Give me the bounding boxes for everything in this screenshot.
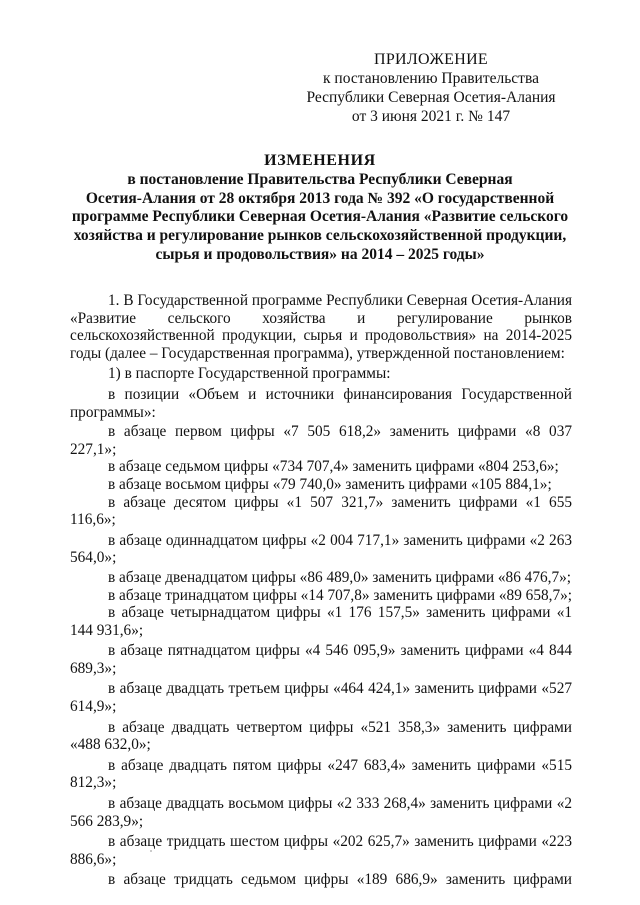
paragraph-8: в абзаце одиннадцатом цифры «2 004 717,1» заменить цифрами «2 263 564,0»;: [70, 531, 572, 567]
title-line-4: хозяйства и регулирование рынков сельскохозяйственной продукции,: [73, 227, 567, 245]
paragraph-15: в абзаце двадцать пятом цифры «247 683,4» заменить цифрами «515 812,3»;: [70, 756, 572, 792]
scan-speck: [150, 850, 152, 852]
paragraph-16: в абзаце двадцать восьмом цифры «2 333 268,4» заменить цифрами «2 566 283,9»;: [70, 795, 572, 830]
appendix-block: [300, 50, 562, 126]
title-line-2: Осетия-Алания от 28 октября 2013 года № 392 «О государственной: [85, 189, 555, 207]
title-line-1: в постановление Правительства Республики Северная: [127, 170, 513, 188]
paragraph-3: в позиции «Объем и источники финансирования Государственной программы»:: [70, 385, 572, 421]
title-line-3: программе Республики Северная Осетия-Алания «Развитие сельского: [71, 208, 569, 226]
paragraph-13: в абзаце двадцать третьем цифры «464 424,1» заменить цифрами «527 614,9»;: [70, 680, 572, 716]
appendix-heading: ПРИЛОЖЕНИЕ: [373, 51, 488, 68]
document-body: [70, 292, 572, 889]
title-main: ИЗМЕНЕНИЯ: [264, 152, 376, 169]
paragraph-2: 1) в паспорте Государственной программы:: [108, 365, 391, 383]
appendix-line-2: Республики Северная Осетия-Алания: [306, 89, 556, 106]
paragraph-5: в абзаце седьмом цифры «734 707,4» заменить цифрами «804 253,6»;: [108, 458, 559, 476]
paragraph-1: 1. В Государственной программе Республики Северная Осетия-Алания «Развитие сельского хозяйства и регулирование рынков сельскохозяйственной продукции, сырья и продовольствия» на 2014-2025 годы (далее – Государственная программа), утвержденной постановлением:: [70, 292, 572, 362]
paragraph-4: в абзаце первом цифры «7 505 618,2» заменить цифрами «8 037 227,1»;: [70, 423, 572, 458]
paragraph-7: в абзаце десятом цифры «1 507 321,7» заменить цифрами «1 655 116,6»;: [70, 493, 572, 529]
paragraph-14: в абзаце двадцать четвертом цифры «521 358,3» заменить цифрами «488 632,0»;: [70, 718, 572, 754]
paragraph-6: в абзаце восьмом цифры «79 740,0» заменить цифрами «105 884,1»;: [108, 475, 552, 493]
paragraph-12: в абзаце пятнадцатом цифры «4 546 095,9» заменить цифрами «4 844 689,3»;: [70, 642, 572, 677]
title-line-5: сырья и продовольствия» на 2014 – 2025 годы»: [155, 245, 485, 263]
appendix-line-1: к постановлению Правительства: [323, 70, 539, 87]
document-title: [60, 152, 580, 265]
paragraph-10: в абзаце тринадцатом цифры «14 707,8» заменить цифрами «89 658,7»;: [108, 586, 572, 604]
appendix-line-3: от 3 июня 2021 г. № 147: [351, 108, 511, 125]
paragraph-17: в абзаце тридцать шестом цифры «202 625,7» заменить цифрами «223 886,6»;: [70, 833, 572, 868]
paragraph-18: в абзаце тридцать седьмом цифры «189 686,9» заменить цифрами: [108, 871, 572, 889]
paragraph-11: в абзаце четырнадцатом цифры «1 176 157,5» заменить цифрами «1 144 931,6»;: [70, 604, 572, 639]
paragraph-9: в абзаце двенадцатом цифры «86 489,0» заменить цифрами «86 476,7»;: [108, 568, 571, 586]
